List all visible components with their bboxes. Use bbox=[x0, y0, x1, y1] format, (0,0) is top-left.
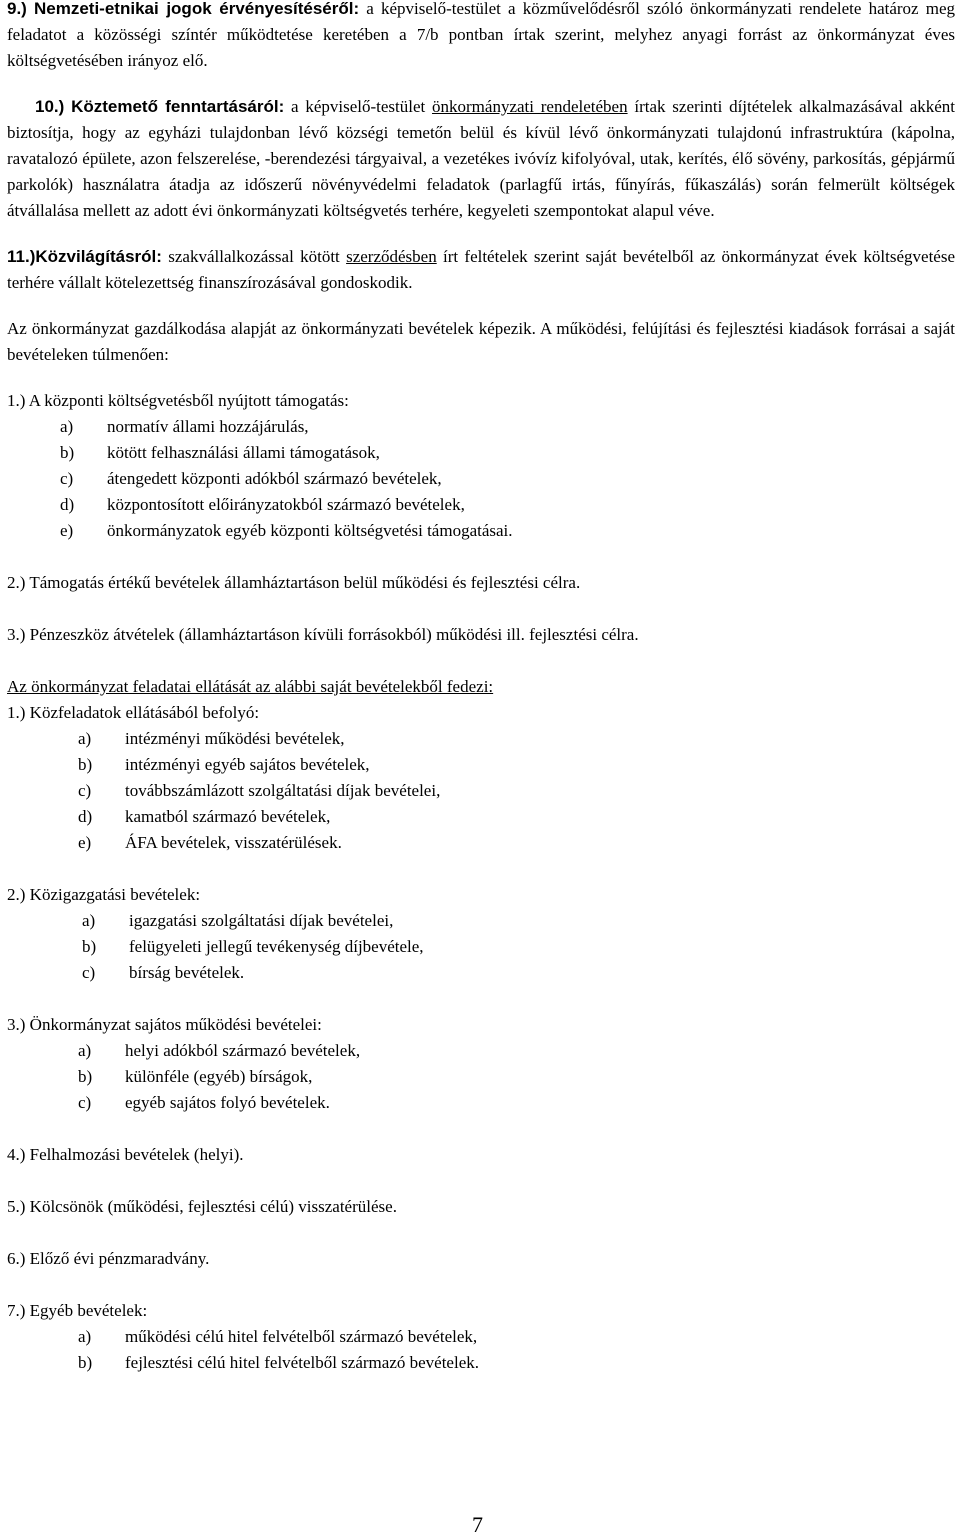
sub-text: önkormányzatok egyéb központi költségvetési támogatásai. bbox=[107, 521, 513, 540]
list2-item3-sub-b bbox=[7, 1064, 955, 1090]
list1-item1: 1.) A központi költségvetésből nyújtott támogatás: bbox=[7, 391, 349, 410]
sub-text: ÁFA bevételek, visszatérülések. bbox=[125, 833, 342, 852]
sub-letter: c) bbox=[78, 781, 92, 800]
sub-text: különféle (egyéb) bírságok, bbox=[125, 1067, 313, 1086]
sub-text: egyéb sajátos folyó bevételek. bbox=[125, 1093, 330, 1112]
list2-item7-sub-a bbox=[7, 1324, 955, 1350]
list2-item1-sub-d bbox=[7, 804, 955, 830]
section-11-text-b: írt feltételek szerint saját bevételből az önkormányzat évek költségvetése terhére vállalt kötelezettség finanszírozásával gondoskodik. bbox=[7, 247, 955, 292]
sub-letter: b) bbox=[78, 755, 93, 774]
section-10 bbox=[7, 94, 955, 224]
section-10-number: 10.) bbox=[35, 97, 65, 116]
list2-item3-sub-a bbox=[7, 1038, 955, 1064]
list1-item1-sub-c bbox=[7, 466, 955, 492]
sub-letter: e) bbox=[60, 521, 74, 540]
list2-item2-sub-b bbox=[7, 934, 955, 960]
sub-text: felügyeleti jellegű tevékenység díjbevétele, bbox=[129, 937, 424, 956]
list2-item2: 2.) Közigazgatási bevételek: bbox=[7, 885, 201, 904]
list2-item1-sub-e bbox=[7, 830, 955, 856]
sub-letter: d) bbox=[78, 807, 93, 826]
list2-item6: 6.) Előző évi pénzmaradvány. bbox=[7, 1249, 210, 1268]
list2-item1: 1.) Közfeladatok ellátásából befolyó: bbox=[7, 703, 260, 722]
sub-text: bírság bevételek. bbox=[129, 963, 245, 982]
sub-letter: a) bbox=[78, 1327, 92, 1346]
section-9 bbox=[7, 0, 955, 74]
sub-letter: a) bbox=[60, 417, 74, 436]
list1-item3: 3.) Pénzeszköz átvételek (államháztartáson kívüli forrásokból) működési ill. fejlesztési célra. bbox=[7, 625, 639, 644]
list2-item4: 4.) Felhalmozási bevételek (helyi). bbox=[7, 1145, 244, 1164]
list1-item1-sub-d bbox=[7, 492, 955, 518]
sub-letter: a) bbox=[78, 1041, 92, 1060]
sub-letter: d) bbox=[60, 495, 75, 514]
sub-text: kötött felhasználási állami támogatások, bbox=[107, 443, 380, 462]
sub-text: átengedett központi adókból származó bevételek, bbox=[107, 469, 442, 488]
section-11-link[interactable]: szerződésben bbox=[346, 247, 437, 266]
own-revenue-heading: Az önkormányzat feladatai ellátását az alábbi saját bevételekből fedezi: bbox=[7, 677, 494, 696]
sub-text: továbbszámlázott szolgáltatási díjak bevételei, bbox=[125, 781, 441, 800]
list1-item2: 2.) Támogatás értékű bevételek államháztartáson belül működési és fejlesztési célra. bbox=[7, 573, 581, 592]
section-11-title: Közvilágításról: bbox=[35, 247, 162, 266]
list2-item2-sub-a bbox=[7, 908, 955, 934]
sub-text: kamatból származó bevételek, bbox=[125, 807, 331, 826]
sub-text: intézményi egyéb sajátos bevételek, bbox=[125, 755, 370, 774]
list2-item7-sub-b bbox=[7, 1350, 955, 1376]
sub-letter: b) bbox=[78, 1353, 93, 1372]
list1-item1-sub-b bbox=[7, 440, 955, 466]
list2-item3-sub-c bbox=[7, 1090, 955, 1116]
list1-item1-sub-a bbox=[7, 414, 955, 440]
section-11-number: 11.) bbox=[7, 247, 36, 266]
sub-letter: e) bbox=[78, 833, 92, 852]
sub-letter: c) bbox=[78, 1093, 92, 1112]
list2-item1-sub-c bbox=[7, 778, 955, 804]
section-10-title: Köztemető fenntartásáról: bbox=[71, 97, 285, 116]
section-10-text-b: írtak szerinti díjtételek alkalmazásával akként biztosítja, hogy az egyházi tulajdonban lévő községi temetőn belül és kívül lévő önkormányzati tulajdonú infrastruktúra (kápolna, ravatalozó épülete, azon felszerelése, -berendezési tárgyaival, a vezetékes ivóvíz kifolyóval, utak, kerítés, élő sövény, parkosítás, gépjármű parkolók) használatra átadja az időszerű növényvédelmi feladatok (parlagfű irtás, fűnyírás, fűkaszálás) során felmerült költségek átvállalása mellett az adott évi önkormányzati költségvetés terhére, kegyeleti szempontokat alapul véve. bbox=[7, 97, 956, 220]
sub-letter: a) bbox=[78, 729, 92, 748]
list2-item5: 5.) Kölcsönök (működési, fejlesztési célú) visszatérülése. bbox=[7, 1197, 397, 1216]
list2-item3: 3.) Önkormányzat sajátos működési bevételei: bbox=[7, 1015, 322, 1034]
list2-item1-sub-a bbox=[7, 726, 955, 752]
list2-item2-sub-c bbox=[7, 960, 955, 986]
intro-paragraph: Az önkormányzat gazdálkodása alapját az önkormányzati bevételek képezik. A működési, felújítási és fejlesztési kiadások forrásai a saját bevételeken túlmenően: bbox=[7, 319, 955, 364]
sub-letter: b) bbox=[60, 443, 75, 462]
sub-text: intézményi működési bevételek, bbox=[125, 729, 345, 748]
section-11 bbox=[7, 244, 955, 296]
sub-letter: b) bbox=[82, 937, 97, 956]
sub-letter: c) bbox=[60, 469, 74, 488]
sub-text: normatív állami hozzájárulás, bbox=[107, 417, 309, 436]
sub-letter: a) bbox=[82, 911, 96, 930]
list2-item7: 7.) Egyéb bevételek: bbox=[7, 1301, 148, 1320]
section-9-number: 9.) bbox=[7, 0, 27, 18]
sub-letter: c) bbox=[82, 963, 96, 982]
section-11-text-a: szakvállalkozással kötött bbox=[161, 247, 347, 266]
section-10-link[interactable]: önkormányzati rendeletében bbox=[432, 97, 628, 116]
sub-text: működési célú hitel felvételből származó bevételek, bbox=[125, 1327, 478, 1346]
sub-text: igazgatási szolgáltatási díjak bevételei, bbox=[129, 911, 394, 930]
page-number: 7 bbox=[472, 1512, 483, 1537]
document-page bbox=[7, 0, 955, 1376]
section-10-text-a: a képviselő-testület bbox=[284, 97, 433, 116]
sub-text: fejlesztési célú hitel felvételből származó bevételek. bbox=[125, 1353, 479, 1372]
list1-item1-sub-e bbox=[7, 518, 955, 544]
sub-text: helyi adókból származó bevételek, bbox=[125, 1041, 361, 1060]
sub-text: központosított előirányzatokból származó bevételek, bbox=[107, 495, 465, 514]
section-9-title: Nemzeti-etnikai jogok érvényesítéséről: bbox=[34, 0, 360, 18]
section-9-text: a képviselő-testület a közművelődésről szóló önkormányzati rendelete határoz meg feladatot a közösségi színtér működtetése keretében a 7/b pontban írtak szerint, melyhez anyagi forrást az önkormányzat éves költségvetésében irányoz elő. bbox=[7, 0, 956, 70]
list2-item1-sub-b bbox=[7, 752, 955, 778]
sub-letter: b) bbox=[78, 1067, 93, 1086]
